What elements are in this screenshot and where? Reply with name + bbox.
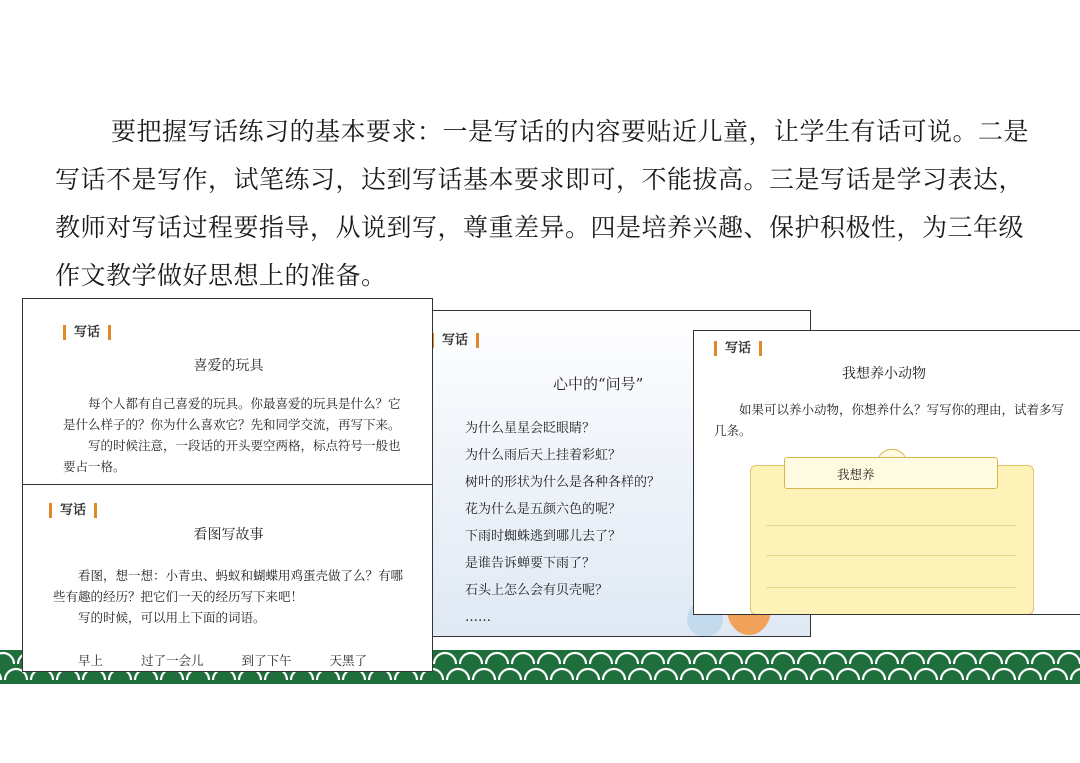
card-tag: 写话 <box>431 333 479 348</box>
card-body <box>714 399 1074 441</box>
arch-mark <box>967 669 989 680</box>
arch-mark <box>629 669 651 680</box>
note-line <box>766 587 1016 588</box>
list-item: 花为什么是五颜六色的呢？ <box>465 502 622 517</box>
arch-mark <box>655 669 677 680</box>
arch-mark <box>837 669 859 680</box>
arch-mark <box>434 653 456 664</box>
arch-mark <box>824 653 846 664</box>
arch-mark <box>772 653 794 664</box>
arch-mark <box>486 653 508 664</box>
arch-mark <box>642 653 664 664</box>
card-tag: 写话 <box>714 341 762 356</box>
arch-mark <box>577 669 599 680</box>
card-tag: 写话 <box>63 325 111 340</box>
list-item: 为什么雨后天上挂着彩虹？ <box>465 448 622 463</box>
arch-mark <box>0 669 1 680</box>
arch-mark <box>564 653 586 664</box>
arch-mark <box>681 669 703 680</box>
note-header <box>784 457 998 489</box>
card-body <box>63 393 403 477</box>
arch-mark <box>603 669 625 680</box>
list-item: …… <box>465 610 491 625</box>
arch-mark <box>902 653 924 664</box>
list-item: 下雨时蜘蛛逃到哪儿去了？ <box>465 529 622 544</box>
list-item: 树叶的形状为什么是各种各样的？ <box>465 475 661 490</box>
arch-mark <box>785 669 807 680</box>
card-pets <box>693 330 1080 615</box>
arch-mark <box>525 669 547 680</box>
arch-mark <box>798 653 820 664</box>
question-list <box>465 415 660 631</box>
arch-mark <box>811 669 833 680</box>
arch-mark <box>915 669 937 680</box>
arch-mark <box>1071 669 1080 680</box>
card-paragraph: 如果可以养小动物，你想养什么？写写你的理由，试着多写几条。 <box>714 402 1065 438</box>
arch-mark <box>551 669 573 680</box>
note-line <box>766 555 1016 556</box>
arch-mark <box>707 669 729 680</box>
word-list <box>78 651 401 669</box>
arch-mark <box>876 653 898 664</box>
arch-mark <box>1006 653 1028 664</box>
arch-mark <box>746 653 768 664</box>
arch-mark <box>720 653 742 664</box>
card-title: 喜爱的玩具 <box>193 358 264 374</box>
note-line <box>766 525 1016 526</box>
arch-mark <box>447 669 469 680</box>
word-item: 天黑了 <box>329 653 368 668</box>
arch-mark <box>733 669 755 680</box>
arch-mark <box>1032 653 1054 664</box>
word-item: 过了一会儿 <box>141 653 204 668</box>
arch-mark <box>993 669 1015 680</box>
arch-mark <box>863 669 885 680</box>
arch-mark <box>512 653 534 664</box>
list-item: 是谁告诉蝉要下雨了？ <box>465 556 596 571</box>
card-picture-story <box>22 484 433 672</box>
arch-mark <box>954 653 976 664</box>
card-paragraph: 写的时候注意，一段话的开头要空两格，标点符号一般也要占一格。 <box>63 438 401 474</box>
arch-mark <box>694 653 716 664</box>
arch-mark <box>460 653 482 664</box>
word-item: 到了下午 <box>241 653 292 668</box>
intro-paragraph: 要把握写话练习的基本要求：一是写话的内容要贴近儿童，让学生有话可说。二是写话不是写作，试笔练习，达到写话基本要求即可，不能拔高。三是写话是学习表达，教师对写话过程要指导，从说到写，尊重差异。四是培养兴趣、保护积极性，为三年级作文教学做好思想上的准备。 <box>55 117 1030 290</box>
card-paragraph: 看图，想一想：小青虫、蚂蚁和蝴蝶用鸡蛋壳做了么？有哪些有趣的经历？把它们一天的经历写下来吧！ <box>53 568 404 604</box>
arch-mark <box>759 669 781 680</box>
list-item: 石头上怎么会有贝壳呢？ <box>465 583 609 598</box>
arch-mark <box>538 653 560 664</box>
list-item: 为什么星星会眨眼睛？ <box>465 421 596 436</box>
card-favorite-toy <box>22 298 433 493</box>
arch-mark <box>0 653 14 664</box>
arch-mark <box>668 653 690 664</box>
arch-mark <box>590 653 612 664</box>
arch-mark <box>889 669 911 680</box>
arch-mark <box>980 653 1002 664</box>
card-title: 我想养小动物 <box>842 366 926 382</box>
card-title: 看图写故事 <box>193 527 264 543</box>
card-tag: 写话 <box>49 503 97 518</box>
arch-mark <box>1019 669 1041 680</box>
word-item: 早上 <box>78 653 104 668</box>
arch-mark <box>1058 653 1080 664</box>
arch-mark <box>499 669 521 680</box>
arch-mark <box>941 669 963 680</box>
note-label: 我想养 <box>837 467 875 482</box>
arch-mark <box>850 653 872 664</box>
card-paragraph: 写的时候，可以用上下面的词语。 <box>78 610 266 625</box>
arch-mark <box>1045 669 1067 680</box>
arch-mark <box>473 669 495 680</box>
intro-text <box>55 108 1030 300</box>
card-paragraph: 每个人都有自己喜爱的玩具。你最喜爱的玩具是什么？它是什么样子的？你为什么喜欢它？先和同学交流，再写下来。 <box>63 396 401 432</box>
card-body <box>53 565 415 628</box>
card-title: 心中的“问号” <box>553 375 644 393</box>
arch-mark <box>928 653 950 664</box>
arch-mark <box>616 653 638 664</box>
